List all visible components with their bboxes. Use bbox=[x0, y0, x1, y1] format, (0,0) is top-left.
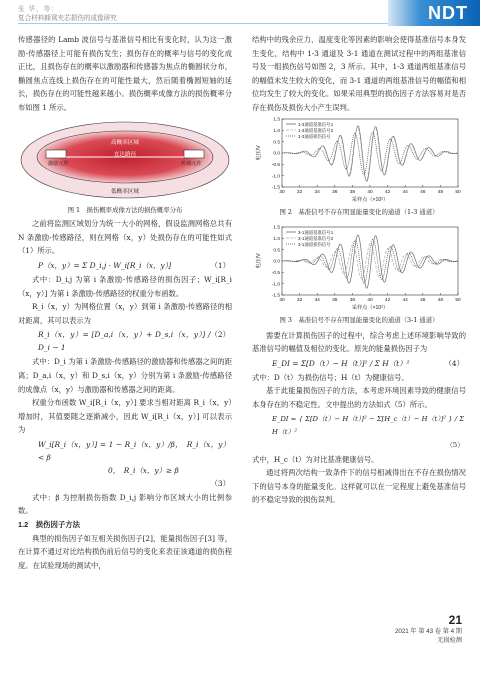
legend-label: 3-1通道损伤信号 bbox=[298, 241, 331, 247]
figure-2-chart bbox=[252, 115, 466, 207]
paragraph: 需要在计算损伤因子的过程中，综合考虑上述环境影响导致的基准信号的幅值及相位的变化。原先的能量损伤因子为 bbox=[252, 330, 466, 354]
y-tick-label: -1.5 bbox=[271, 293, 280, 299]
x-tick-label: 40 bbox=[367, 189, 373, 195]
actuator-label: 激励元件 bbox=[48, 160, 69, 167]
figure-3-chart bbox=[252, 223, 466, 315]
y-tick-label: 0.0 bbox=[273, 259, 280, 265]
page-footer bbox=[395, 613, 462, 645]
header-title: 复合材料蜂窝夹芯损伤的成像研究 bbox=[18, 15, 117, 22]
figure-2-caption: 图 2 基准信号不存在明显能量变化的通道（1-3 通道） bbox=[279, 207, 439, 216]
x-tick-label: 32 bbox=[296, 297, 303, 303]
y-axis-label: 电压/V bbox=[256, 252, 262, 269]
paragraph: 传感器径的 Lamb 波信号与基准信号相比有变化时，认为这一激励-传感器径上可能有损伤发生；损伤存在的概率与信号的变化成正比，且损伤存在的概率以激励器和传感器为焦点的椭圆状分布，椭圆焦点连线上损伤存在的可能性最大，然后随着椭圆短轴的延长，损伤存在的可能性越来越小。损伤概率成像方法的损伤概率分布如图 1 所示。 bbox=[18, 35, 232, 112]
y-axis-label: 电压/V bbox=[256, 144, 262, 161]
legend-label: 3-1通道基准信号1 bbox=[298, 229, 334, 235]
paragraph: 式中：D_i 为第 i 条激励-传感路径的激励器和传感器之间的距离；D_a,i（x，y）和 D_s,i（x，y）分别为第 i 条激励-传感路径的成像点（x，y）与激励器和传感器之间的距离。 bbox=[18, 357, 232, 394]
paragraph: 式中：D_i,j 为第 i 条激励-传感路径的损伤因子；W_i[R_i（x，y）] 为第 i 条激励-传感路径的权重分布函数。 bbox=[18, 274, 232, 298]
paragraph: 式中，H_c（t）为对比基准健康信号。 bbox=[252, 454, 379, 464]
running-header bbox=[18, 5, 117, 23]
y-tick-label: -1.5 bbox=[271, 185, 280, 191]
paragraph: 权重分布函数 W_i[R_i（x，y）] 要求当相对距离 R_i（x，y）增加时，其值要随之逐渐减小，因此 W_i[R_i（x，y）] 可以表示为 bbox=[18, 398, 232, 435]
y-tick-label: 0.5 bbox=[273, 247, 280, 253]
x-tick-label: 48 bbox=[437, 189, 444, 195]
y-tick-label: 0.5 bbox=[273, 139, 280, 145]
equation-1: P（x，y）= Σ D_i,j · W_i[R_i（x，y）] （1） bbox=[38, 260, 230, 270]
page-number: 21 bbox=[448, 613, 462, 627]
x-tick-label: 50 bbox=[455, 189, 461, 195]
x-tick-label: 42 bbox=[384, 297, 391, 303]
paragraph: R_i（x，y）为网格位置（x，y）到第 i 条激励-传感路径的相对距离，其可以表示为 bbox=[18, 302, 232, 325]
legend-label: 1-3通道损伤信号 bbox=[298, 133, 331, 139]
paragraph: 式中：D（t）为损伤信号；H（t）为健康信号。 bbox=[252, 372, 409, 382]
high-prob-label: 高概率区域 bbox=[111, 139, 139, 146]
equation-5: E_DI = { Σ[D（t）− H（t）]² − Σ[H_c（t）− H（t）]² } / Σ H（t）² （5） bbox=[272, 414, 464, 449]
y-tick-label: 1.5 bbox=[273, 117, 280, 123]
figure-1-caption: 图 1 损伤概率成像方法的损伤概率分布 bbox=[67, 206, 183, 215]
y-tick-label: -1.0 bbox=[271, 173, 280, 179]
left-column bbox=[18, 33, 232, 572]
figure-3-caption: 图 3 基准信号不存在明显能量变化的通道（3-1 通道） bbox=[279, 315, 439, 324]
figure-1 bbox=[18, 119, 232, 216]
x-tick-label: 46 bbox=[420, 189, 426, 195]
x-tick-label: 48 bbox=[437, 297, 444, 303]
equation-4: E_DI = Σ[D（t）− H（t）]² / Σ H（t）² （4） bbox=[272, 358, 464, 368]
signal-chart-1-3 bbox=[252, 115, 466, 207]
y-tick-label: -1.0 bbox=[271, 281, 280, 287]
x-axis-label: 采样点（×10²） bbox=[351, 196, 389, 203]
x-tick-label: 38 bbox=[349, 189, 356, 195]
paragraph: 基于此能量损伤因子的方法，本考虑环境因素导致的健康信号本身存在的不稳定性。文中提出的方法如式（5）所示。 bbox=[252, 386, 466, 409]
header-rule bbox=[18, 23, 388, 24]
x-tick-label: 36 bbox=[332, 297, 338, 303]
right-column bbox=[252, 33, 466, 507]
equation-2: R_i（x，y）= [D_a,i（x，y）+ D_s,i（x，y）] / D_i − 1 （2） bbox=[38, 330, 230, 353]
y-tick-label: 1.0 bbox=[273, 236, 280, 242]
paragraph: 典型的损伤因子如互相关损伤因子[2]，能量损伤因子[3] 等，在计算不通过对比结构损伤前后信号的变化来表征该通道的损伤程度。在试验现场的测试中， bbox=[18, 533, 232, 570]
y-tick-label: 0.0 bbox=[273, 151, 280, 157]
x-tick-label: 44 bbox=[402, 297, 408, 303]
signal-chart-3-1 bbox=[252, 223, 466, 315]
x-tick-label: 36 bbox=[332, 189, 338, 195]
paragraph: 通过将两次结构一致条件下的信号相减得出在不存在损伤情况下的信号本身的能量变化。这样就可以在一定程度上避免基准信号的不稳定导致的损伤误判。 bbox=[252, 468, 466, 505]
header-authors: 张 华，等： bbox=[18, 6, 59, 13]
y-tick-label: -0.5 bbox=[271, 162, 280, 168]
x-axis-label: 采样点（×10²） bbox=[351, 304, 389, 311]
x-tick-label: 38 bbox=[349, 297, 356, 303]
legend-label: 3-1通道基准信号2 bbox=[298, 235, 334, 241]
x-tick-label: 34 bbox=[314, 189, 320, 195]
journal-logo bbox=[388, 0, 480, 26]
y-tick-label: -0.5 bbox=[271, 270, 280, 276]
legend-label: 1-3通道基准信号1 bbox=[298, 121, 334, 127]
y-tick-label: 1.5 bbox=[273, 225, 280, 231]
section-heading: 1.2 损伤因子方法 bbox=[18, 520, 81, 530]
x-tick-label: 40 bbox=[367, 297, 373, 303]
x-tick-label: 34 bbox=[314, 297, 320, 303]
sensor-label: 传感元件 bbox=[181, 160, 202, 167]
x-tick-label: 50 bbox=[455, 297, 461, 303]
path-label: 直达路径 bbox=[113, 151, 137, 158]
equation-3: W_i[R_i（x，y）] = 1 − R_i（x，y）/β， R_i（x，y）< β 0， R_i（x，y）≥ β （3） bbox=[38, 439, 230, 488]
journal-name: 无损检测 bbox=[437, 637, 462, 644]
x-tick-label: 30 bbox=[279, 297, 285, 303]
paragraph: 之前将监测区域划分为统一大小的网格，假设监测网格总共有 N 条激励-传感路径，则在网格（x，y）处损伤存在的可能性如式（1）所示。 bbox=[18, 219, 232, 256]
low-prob-label: 低概率区域 bbox=[111, 188, 139, 195]
probability-ellipse-figure bbox=[18, 119, 232, 201]
legend-label: 1-3通道基准信号2 bbox=[298, 127, 334, 133]
x-tick-label: 46 bbox=[420, 297, 426, 303]
x-tick-label: 32 bbox=[296, 189, 303, 195]
paragraph: 式中：β 为控制损伤指数 D_i,j 影响分布区域大小的比例参数。 bbox=[18, 492, 232, 516]
issue-info: 2021 年 第 43 卷 第 4 期 bbox=[394, 628, 462, 635]
x-tick-label: 42 bbox=[384, 189, 391, 195]
y-tick-label: 1.0 bbox=[273, 128, 280, 134]
x-tick-label: 30 bbox=[279, 189, 285, 195]
logo-text: NDT bbox=[428, 3, 468, 23]
paragraph: 结构中的残余应力、温度变化等因素的影响会使得基准信号本身发生变化，结构中 1-3 通道及 3-1 通道在测试过程中的两组基准信号及一组损伤信号如图 2，3 所示。其中，1-3 通道两组基准信号的幅值未发生较大的变化，而 3-1 通道的两组基准信号的幅值和相位均发生了较大的变化。如果采用典型的损伤因子方法容易对是否存在损伤及损伤大小产生误判。 bbox=[252, 35, 466, 112]
x-tick-label: 44 bbox=[402, 189, 408, 195]
